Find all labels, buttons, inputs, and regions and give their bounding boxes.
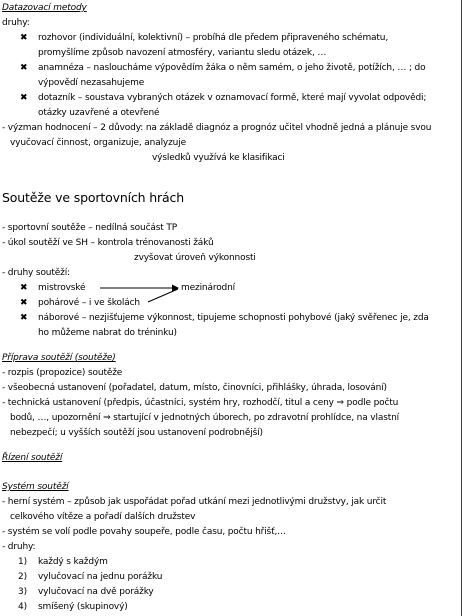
system-line: - systém se volí podle povahy soupeře, podle času, počtu hřišť,…: [2, 527, 287, 537]
system-line: - druhy:: [2, 542, 36, 552]
list-item: každý s každým: [38, 557, 108, 567]
arrow-line: [148, 289, 178, 302]
list-item-continuation: ho můžeme nabrat do tréninku): [38, 328, 177, 338]
souteze-line: - úkol soutěží ve SH – kontrola trénovanosti žáků: [2, 238, 214, 248]
list-item: rozhovor (individuální, kolektivní) – probíhá dle předem připraveného schématu,: [38, 33, 389, 43]
list-number: 1): [18, 557, 27, 567]
priprava-line: bodů, …, upozornění ⇒ startující v jednotných úborech, po zdravotní prohlídce, na vlastní: [10, 413, 400, 423]
bullet-icon: ✖: [20, 93, 28, 103]
heading-rizeni: Řízení soutěží: [2, 453, 63, 463]
list-number: 4): [18, 602, 27, 612]
list-item-continuation: výpovědí nezasahujeme: [38, 78, 145, 88]
priprava-line: nebezpečí; u vyšších soutěží jsou ustanovení podrobnější): [10, 428, 263, 438]
list-item: vylučovací na dvě porážky: [38, 587, 154, 597]
list-item: smíšený (skupinový): [38, 602, 128, 612]
system-line: - herní systém – způsob jak uspořádat pořad utkání mezi jednotlivými družstvy, jak určit: [2, 497, 387, 507]
list-item-continuation: promyšlíme způsob navození atmosféry, variantu sledu otázek, …: [38, 48, 327, 58]
hodnoceni-line: - výzman hodnocení – 2 důvody: na základě diagnóz a prognóz učitel vhodně jedná a plánuje svou: [2, 123, 432, 133]
bullet-icon: ✖: [20, 63, 28, 73]
druhy-label: druhy:: [2, 18, 30, 28]
heading-datazovaci-metody: Datazovací metody: [2, 3, 87, 13]
souteze-line: zvyšovat úroveň výkonnosti: [134, 253, 256, 263]
bullet-icon: ✖: [20, 313, 28, 323]
priprava-line: - rozpis (propozice) soutěže: [2, 368, 123, 378]
list-item: vylučovací na jednu porážku: [38, 572, 163, 582]
priprava-line: - všeobecná ustanovení (pořadatel, datum, místo, činovníci, přihlášky, úhrada, losování): [2, 383, 387, 393]
list-item: pohárové – i ve školách: [38, 298, 140, 308]
system-line: celkového vítěze a pořadí dalších družstev: [10, 512, 196, 522]
list-item: mistrovské: [38, 283, 86, 293]
list-number: 3): [18, 587, 27, 597]
list-number: 2): [18, 572, 27, 582]
bullet-icon: ✖: [20, 298, 28, 308]
hodnoceni-line: výsledků využívá ke klasifikaci: [152, 153, 285, 163]
bullet-icon: ✖: [20, 283, 28, 293]
list-item: dotazník – soustava vybraných otázek v oznamovací formě, které mají vyvolat odpovědi;: [38, 93, 427, 103]
heading-souteze: Soutěže ve sportovních hrách: [2, 190, 185, 205]
souteze-line: - druhy soutěží:: [2, 268, 70, 278]
priprava-line: - technická ustanovení (předpis, účastníci, systém hry, rozhodčí, titul a ceny ⇒ podle počtu: [2, 398, 399, 408]
hodnoceni-line: vyučovací činnost, organizuje, analyzuje: [10, 138, 186, 148]
list-item-continuation: otázky uzavřené a otevřené: [38, 108, 160, 118]
heading-priprava: Příprava soutěží (soutěže): [2, 353, 116, 363]
bullet-icon: ✖: [20, 33, 28, 43]
list-item: anamnéza – nasloucháme výpovědím žáka o něm samém, o jeho životě, potížích, … ; do: [38, 63, 426, 73]
list-item: náborové – nezjišťujeme výkonnost, tipujeme schopnosti pohybové (jaký svěřenec je, zda: [38, 313, 429, 323]
mezinarodni-label: mezinárodní: [181, 283, 236, 293]
heading-system: Systém soutěží: [2, 482, 69, 492]
souteze-line: - sportovní soutěže – nedílná součást TP: [2, 223, 177, 233]
